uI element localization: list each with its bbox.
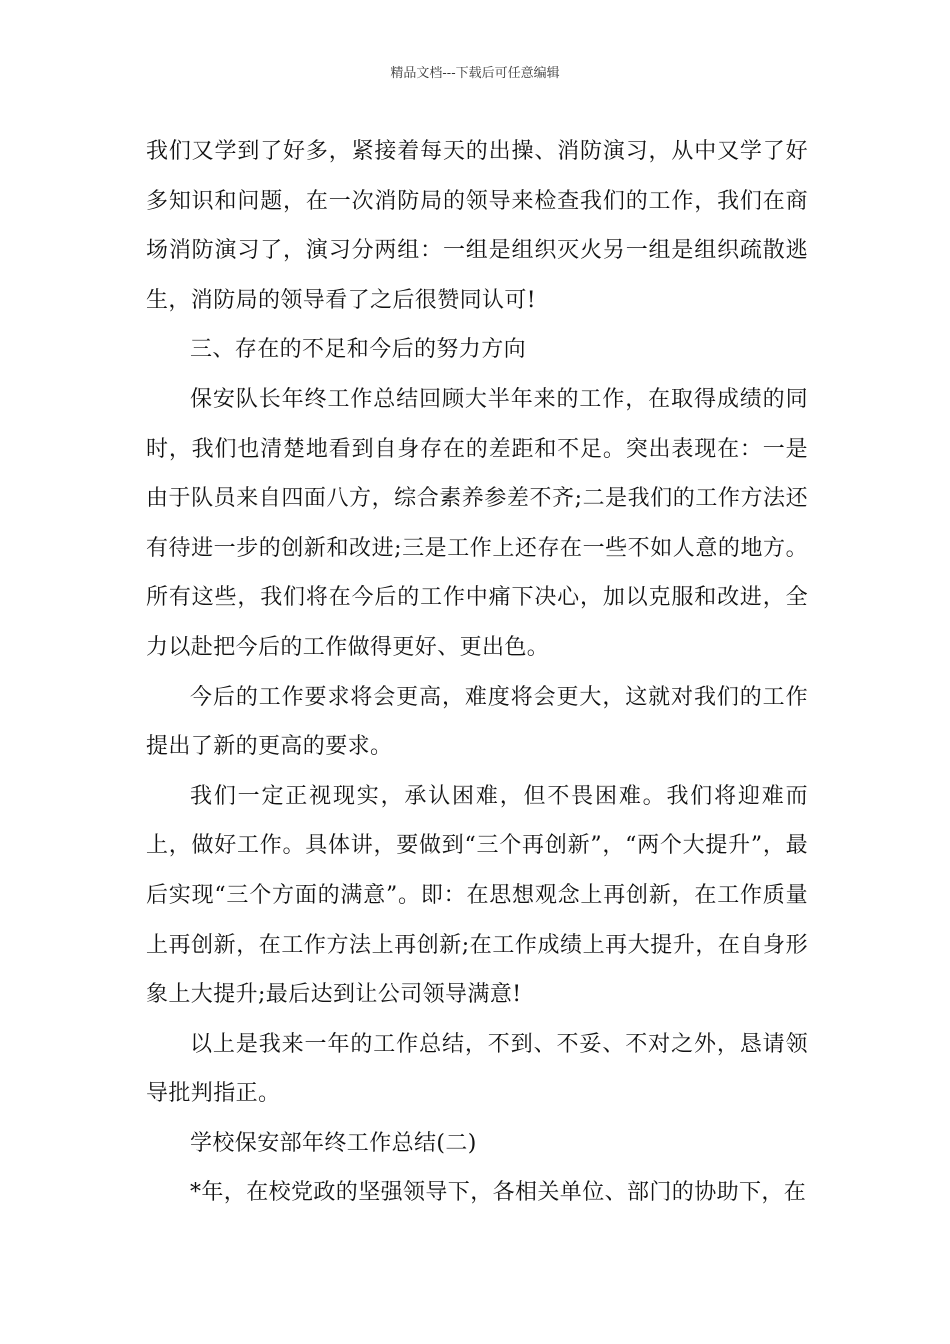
paragraph-fire-drill: 我们又学到了好多，紧接着每天的出操、消防演习，从中又学了好多知识和问题，在一次消防局的领导来检查我们的工作，我们在商场消防演习了，演习分两组：一组是组织灭火另一组是组织疏散逃生，消防局的领导看了之后很赞同认可! [146, 139, 808, 313]
document-body [146, 127, 808, 1218]
paragraph-commitment: 我们一定正视现实，承认困难，但不畏困难。我们将迎难而上，做好工作。具体讲，要做到“三个再创新”，“两个大提升”，最后实现“三个方面的满意”。即：在思想观念上再创新，在工作质量上再创新，在工作方法上再创新;在工作成绩上再大提升，在自身形象上大提升;最后达到让公司领导满意! [146, 783, 808, 1008]
section-heading-school-security: 学校保安部年终工作总结(二) [190, 1130, 477, 1156]
section-heading-shortcomings: 三、存在的不足和今后的努力方向 [190, 337, 527, 363]
paragraph-conclusion: 以上是我来一年的工作总结，不到、不妥、不对之外，恳请领导批判指正。 [146, 1031, 808, 1107]
page-header: 精品文档---下载后可任意编辑 [390, 66, 560, 81]
paragraph-requirements: 今后的工作要求将会更高，难度将会更大，这就对我们的工作提出了新的更高的要求。 [146, 684, 808, 760]
paragraph-school-intro: *年，在校党政的坚强领导下，各相关单位、部门的协助下，在 [190, 1180, 807, 1206]
paragraph-review: 保安队长年终工作总结回顾大半年来的工作，在取得成绩的同时，我们也清楚地看到自身存在的差距和不足。突出表现在：一是由于队员来自四面八方，综合素养参差不齐;二是我们的工作方法还有待进一步的创新和改进;三是工作上还存在一些不如人意的地方。所有这些，我们将在今后的工作中痛下决心，加以克服和改进，全力以赴把今后的工作做得更好、更出色。 [146, 386, 808, 660]
